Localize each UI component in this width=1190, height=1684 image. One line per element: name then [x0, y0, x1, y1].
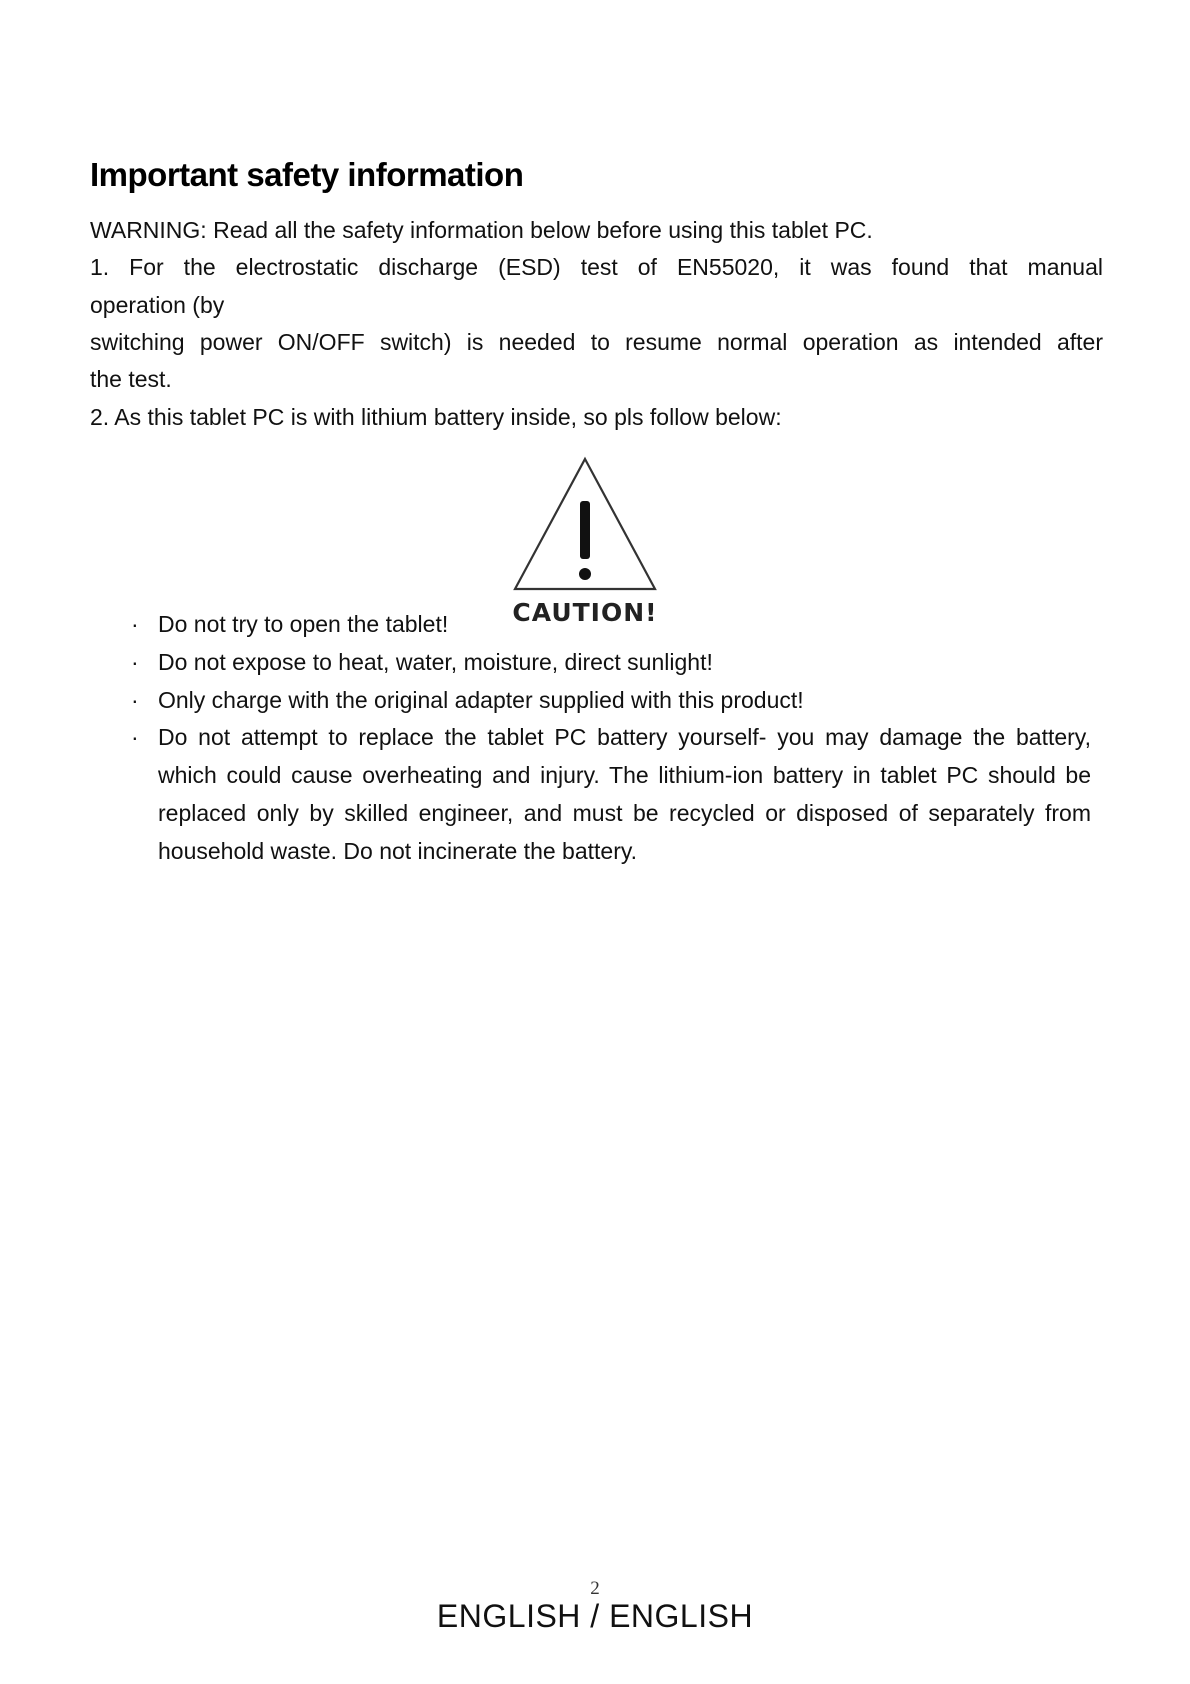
- bullet-mark: ·: [131, 611, 139, 637]
- bullet-mark: ·: [131, 648, 139, 675]
- caution-graphic: [509, 455, 661, 630]
- bullet-text: Do not expose to heat, water, moisture, direct sunlight!: [158, 648, 713, 675]
- item-1-line-2: operation (by: [90, 292, 225, 318]
- list-item: [131, 682, 1091, 720]
- warning-triangle-icon: [509, 455, 661, 595]
- item-2-text: 2. As this tablet PC is with lithium battery inside, so pls follow below:: [90, 404, 782, 430]
- item-1-line-1: 1. For the electrostatic discharge (ESD) test of EN55020, it was found that manual: [90, 254, 1103, 280]
- page-title: Important safety information: [90, 156, 524, 193]
- bullet-mark: ·: [131, 724, 139, 751]
- safety-bullet-list: [131, 606, 1091, 871]
- bullet-text: Do not attempt to replace the tablet PC battery yourself- you may damage the battery, which could cause overheating and injury. The lithium-ion battery in tablet PC should be replaced only by skilled engineer, and must be recycled or disposed of separately from household waste. Do not incinerate the battery.: [158, 724, 1091, 864]
- list-item: [131, 644, 1091, 682]
- list-item: [131, 606, 1091, 644]
- warning-text: WARNING: Read all the safety information below before using this tablet PC.: [90, 217, 873, 243]
- bullet-text: Do not try to open the tablet!: [158, 611, 449, 637]
- item-1-line-3: switching power ON/OFF switch) is needed to resume normal operation as intended after: [90, 329, 1103, 355]
- bullet-mark: ·: [131, 686, 139, 713]
- footer-language: ENGLISH / ENGLISH: [436, 1598, 754, 1634]
- page-number: 2: [590, 1578, 600, 1599]
- item-1-line-4: the test.: [90, 366, 172, 392]
- list-item: [131, 719, 1091, 870]
- caution-label: CAUTION!: [512, 598, 658, 627]
- bullet-text: Only charge with the original adapter supplied with this product!: [158, 686, 804, 713]
